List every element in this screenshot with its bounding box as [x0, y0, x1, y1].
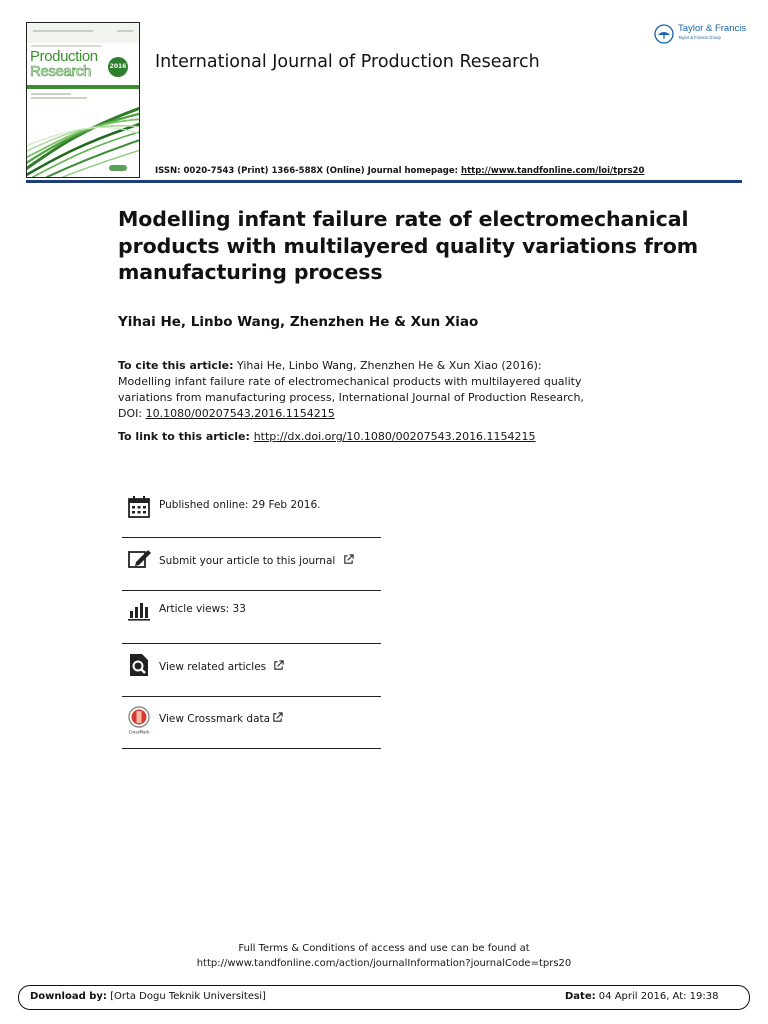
submit-article-row[interactable] — [122, 538, 381, 590]
cite-doi-link[interactable]: 10.1080/00207543.2016.1154215 — [145, 407, 335, 420]
external-link-icon — [343, 554, 354, 565]
article-title: Modelling infant failure rate of electromechanical products with multilayered quality variations from manufacturing process — [118, 207, 698, 284]
crossmark-row[interactable] — [122, 697, 381, 749]
download-by — [30, 991, 266, 1002]
journal-title[interactable]: International Journal of Production Research — [155, 52, 540, 72]
document-search-icon — [126, 652, 152, 678]
published-online-text: Published online: 29 Feb 2016. — [159, 499, 321, 511]
cover-publisher-logo — [109, 165, 127, 171]
publisher-group: Taylor & Francis Group — [678, 35, 721, 40]
link-label: To link to this article: — [118, 430, 254, 443]
issn-text: ISSN: 0020-7543 (Print) 1366-588X (Online) Journal homepage: — [155, 166, 462, 176]
crossmark-link[interactable] — [159, 712, 283, 725]
taylor-francis-logo[interactable] — [654, 22, 750, 48]
published-online-row — [122, 490, 381, 536]
download-value: [Orta Dogu Teknik Universitesi] — [106, 991, 266, 1002]
taylor-francis-icon — [654, 24, 674, 44]
download-date — [565, 991, 719, 1002]
external-link-icon — [273, 660, 284, 671]
citation-block — [118, 358, 598, 422]
cover-title-line2: Research — [30, 63, 91, 80]
article-views-text: Article views: 33 — [159, 603, 246, 615]
issn-line — [155, 166, 644, 176]
crossmark-text: View Crossmark data — [159, 713, 271, 725]
crossmark-icon-label: CrossMark — [128, 729, 150, 735]
terms-and-conditions — [0, 942, 768, 971]
cite-label: To cite this article: — [118, 359, 234, 372]
edit-icon — [126, 546, 152, 572]
publisher-name: Taylor & Francis — [678, 23, 747, 34]
info-divider — [122, 748, 381, 749]
terms-line-1: Full Terms & Conditions of access and use can be found at — [238, 943, 530, 954]
bar-chart-icon — [126, 596, 152, 622]
journal-homepage-link[interactable]: http://www.tandfonline.com/loi/tprs20 — [461, 166, 645, 176]
related-articles-text: View related articles — [159, 661, 267, 673]
article-views-row — [122, 591, 381, 643]
external-link-icon — [272, 712, 283, 723]
download-label: Download by: — [30, 991, 107, 1002]
related-articles-row[interactable] — [122, 644, 381, 696]
submit-article-text: Submit your article to this journal — [159, 555, 336, 567]
submit-article-link[interactable] — [159, 554, 354, 567]
article-doi-url[interactable]: http://dx.doi.org/10.1080/00207543.2016.1154215 — [253, 430, 536, 443]
date-label: Date: — [565, 991, 596, 1002]
crossmark-icon — [125, 705, 153, 735]
calendar-icon — [126, 494, 152, 520]
link-to-article — [118, 430, 536, 443]
cover-title-line1: Production — [30, 48, 98, 65]
terms-line-2[interactable]: http://www.tandfonline.com/action/journalInformation?journalCode=tprs20 — [196, 957, 572, 969]
article-authors: Yihai He, Linbo Wang, Zhenzhen He & Xun Xiao — [118, 314, 479, 330]
related-articles-link[interactable] — [159, 660, 284, 673]
cover-year-badge: 2016 — [108, 57, 128, 77]
header-divider — [26, 180, 742, 183]
date-value: 04 April 2016, At: 19:38 — [595, 991, 719, 1002]
cite-text: Yihai He, Linbo Wang, Zhenzhen He & Xun Xiao (2016): Modelling infant failure rate of electromechanical products with multilayered quality variations from manufacturing process, International Journal of Production Research, DOI: — [118, 359, 584, 420]
journal-cover-image — [26, 22, 140, 178]
